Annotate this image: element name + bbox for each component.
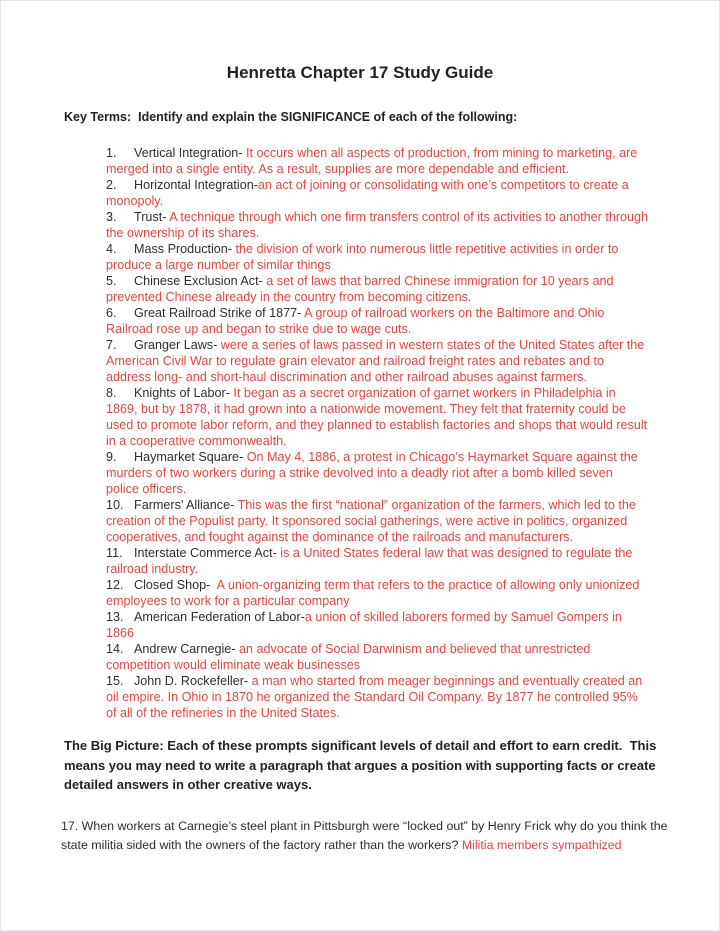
term-item-12: [106, 577, 649, 609]
term-item-15: [106, 673, 649, 721]
term-number: 12.: [106, 578, 124, 592]
term-number: 7.: [106, 338, 117, 352]
term-definition: a union of skilled laborers formed by Samuel Gompers in 1866: [106, 610, 622, 640]
term-definition: were a series of laws passed in western states of the United States after the American Civil War to regulate grain elevator and railroad freight rates and rebates and to address long- and short-haul discrimination and other railroad abuses against farmers.: [106, 338, 645, 384]
term-item-10: [106, 497, 649, 545]
term-number: 3.: [106, 210, 117, 224]
term-name: Mass Production-: [134, 242, 236, 256]
term-name: Horizontal Integration-: [134, 178, 258, 192]
term-name: Haymarket Square-: [134, 450, 247, 464]
term-item-5: [106, 273, 649, 305]
term-number: 4.: [106, 242, 117, 256]
term-item-1: [106, 145, 649, 177]
term-item-13: [106, 609, 649, 641]
term-name: Vertical Integration-: [134, 146, 247, 160]
term-name: Granger Laws-: [134, 338, 221, 352]
term-number: 13.: [106, 610, 124, 624]
term-number: 2.: [106, 178, 117, 192]
page-title: Henretta Chapter 17 Study Guide: [226, 63, 494, 82]
term-name: Interstate Commerce Act-: [134, 546, 281, 560]
term-definition: A union-organizing term that refers to the practice of allowing only unionized employees to work for a particular company: [106, 578, 640, 608]
term-definition: a set of laws that barred Chinese immigration for 10 years and prevented Chinese already in the country from becoming citizens.: [106, 274, 614, 304]
term-number: 8.: [106, 386, 117, 400]
key-terms-list: [106, 145, 649, 721]
term-definition: On May 4, 1886, a protest in Chicago’s Haymarket Square against the murders of two workers during a strike devolved into a deadly riot after a bomb killed seven police officers.: [106, 450, 638, 496]
term-number: 6.: [106, 306, 117, 320]
term-name: American Federation of Labor-: [134, 610, 305, 624]
term-definition: It began as a secret organization of garnet workers in Philadelphia in 1869, but by 1878, it had grown into a nationwide movement. They felt that fraternity could be used to promote labor reform, and they planned to establish factories and shops that would result in a cooperative commonwealth.: [106, 386, 648, 448]
term-item-11: [106, 545, 649, 577]
key-terms-heading: Key Terms: Identify and explain the SIGNIFICANCE of each of the following:: [64, 110, 518, 124]
term-name: Trust-: [134, 210, 170, 224]
term-definition: an advocate of Social Darwinism and believed that unrestricted competition would eliminate weak businesses: [106, 642, 591, 672]
term-number: 10.: [106, 498, 124, 512]
term-item-14: [106, 641, 649, 673]
term-name: Farmers’ Alliance-: [134, 498, 238, 512]
term-name: Closed Shop-: [134, 578, 217, 592]
term-number: 5.: [106, 274, 117, 288]
term-number: 11.: [106, 546, 123, 560]
term-definition: the division of work into numerous little repetitive activities in order to produce a large number of similar things: [106, 242, 619, 272]
term-definition: A technique through which one firm transfers control of its activities to another through the ownership of its shares.: [106, 210, 649, 240]
term-item-2: [106, 177, 649, 209]
question-17-answer: Militia members sympathized: [461, 837, 622, 852]
term-definition: a man who started from meager beginnings and eventually created an oil empire. In Ohio in 1870 he organized the Standard Oil Company. By 1877 he controlled 95% of all of the refineries in the United States.: [106, 674, 643, 720]
term-number: 1.: [106, 146, 117, 160]
term-name: Chinese Exclusion Act-: [134, 274, 267, 288]
term-number: 15.: [106, 674, 124, 688]
term-number: 9.: [106, 450, 117, 464]
term-item-3: [106, 209, 649, 241]
term-item-8: [106, 385, 649, 449]
term-item-6: [106, 305, 649, 337]
term-name: Andrew Carnegie-: [134, 642, 239, 656]
term-name: Knights of Labor-: [134, 386, 234, 400]
term-definition: is a United States federal law that was designed to regulate the railroad industry.: [106, 546, 633, 576]
term-item-9: [106, 449, 649, 497]
question-17: [61, 817, 673, 855]
question-17-text: 17. When workers at Carnegie’s steel plant in Pittsburgh were “locked out” by Henry Frick why do you think the state militia sided with the owners of the factory rather than the workers?: [61, 818, 668, 852]
term-definition: This was the first “national” organization of the farmers, which led to the creation of the Populist party. It sponsored social gatherings, were active in politics, organized cooperatives, and fought against the dominance of the railroads and manufacturers.: [106, 498, 636, 544]
term-item-7: [106, 337, 649, 385]
term-definition: It occurs when all aspects of production, from mining to marketing, are merged into a single entity. As a result, supplies are more dependable and efficient.: [106, 146, 638, 176]
term-name: John D. Rockefeller-: [134, 674, 252, 688]
term-definition: A group of railroad workers on the Baltimore and Ohio Railroad rose up and began to strike due to wage cuts.: [106, 306, 605, 336]
term-name: Great Railroad Strike of 1877-: [134, 306, 305, 320]
term-item-4: [106, 241, 649, 273]
term-definition: an act of joining or consolidating with one’s competitors to create a monopoly.: [106, 178, 629, 208]
big-picture-paragraph: The Big Picture: Each of these prompts significant levels of detail and effort to earn credit. This means you may need to write a paragraph that argues a position with supporting facts or create detailed answers in other creative ways.: [64, 738, 657, 792]
term-number: 14.: [106, 642, 124, 656]
